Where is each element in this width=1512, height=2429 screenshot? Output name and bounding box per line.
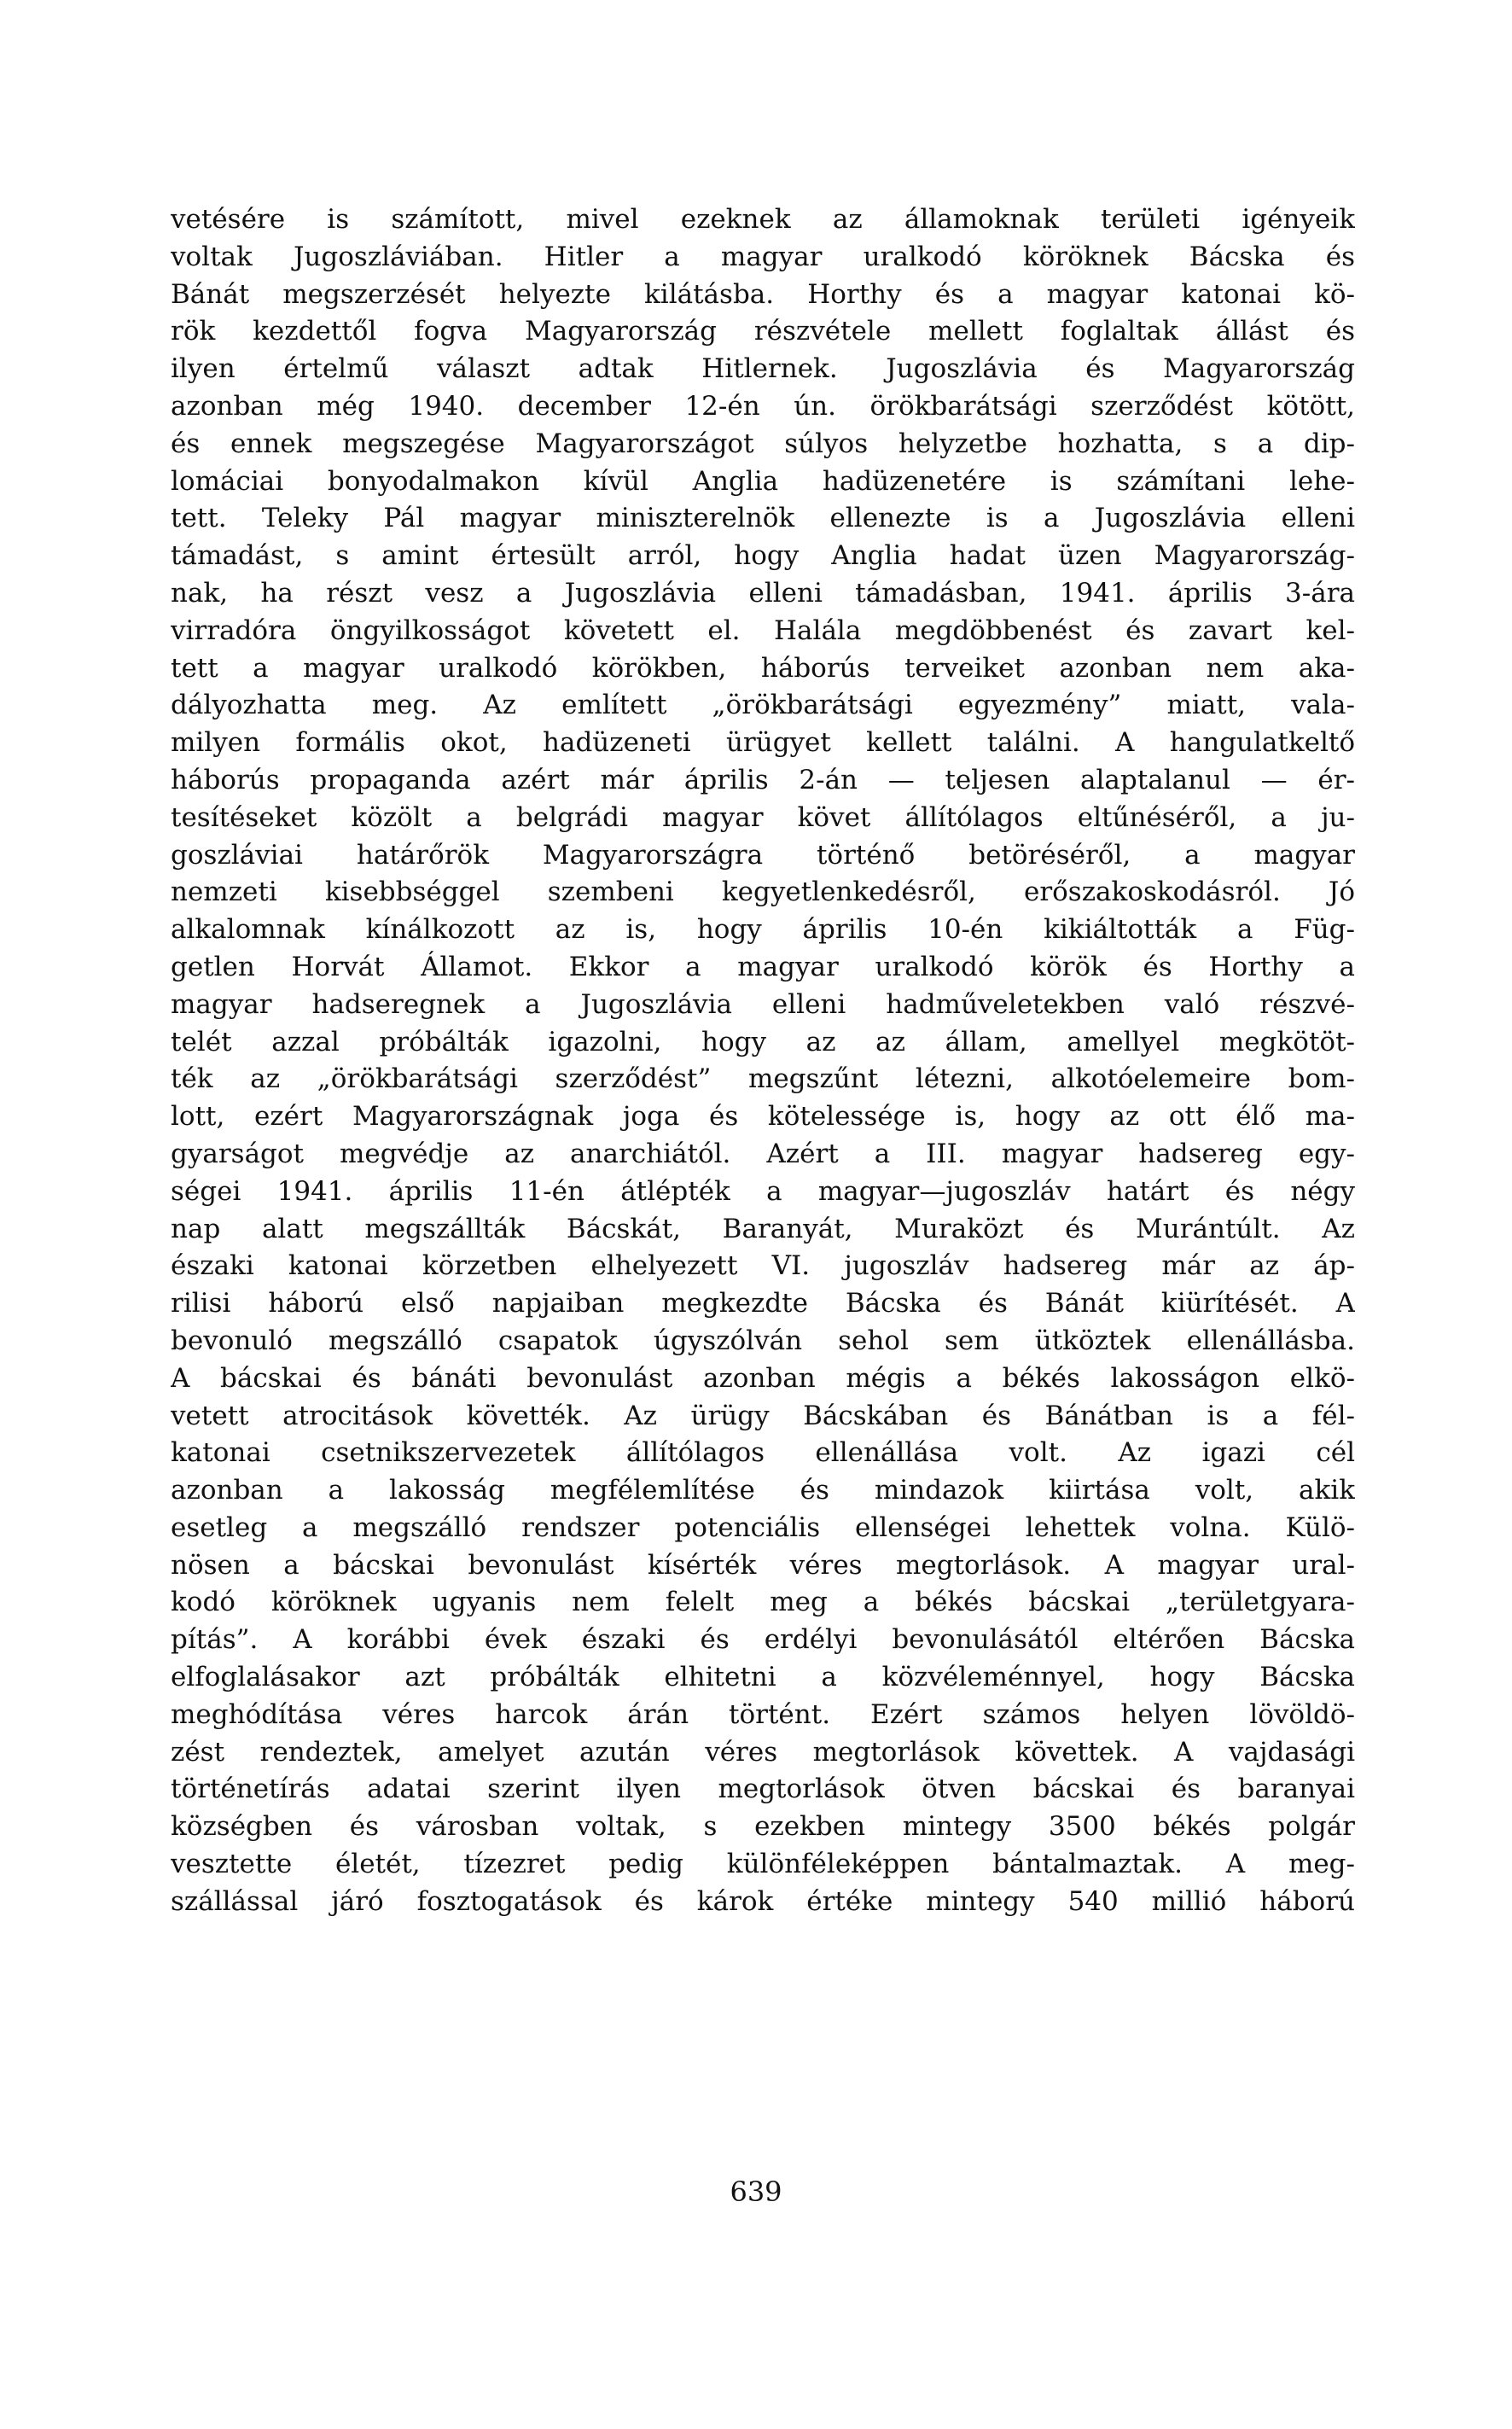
text-line: tett a magyar uralkodó körökben, háborús terveiket azonban nem aka-	[171, 652, 1355, 684]
text-line: vesztette életét, tízezret pedig különféleképpen bántalmaztak. A meg-	[171, 1849, 1355, 1880]
text-line: voltak Jugoszláviában. Hitler a magyar uralkodó köröknek Bácska és	[171, 241, 1355, 272]
text-line: vetett atrocitások követték. Az ürügy Bácskában és Bánátban is a fél-	[171, 1400, 1355, 1431]
text-line: tesítéseket közölt a belgrádi magyar követ állítólagos eltűnéséről, a ju-	[171, 801, 1355, 833]
text-line: goszláviai határőrök Magyarországra történő betöréséről, a magyar	[171, 839, 1355, 871]
text-line: bevonuló megszálló csapatok úgyszólván sehol sem ütköztek ellenállásba.	[171, 1325, 1355, 1356]
page-number: 639	[730, 2176, 782, 2208]
text-line: nap alatt megszállták Bácskát, Baranyát, Muraközt és Murántúlt. Az	[171, 1213, 1355, 1244]
text-line: esetleg a megszálló rendszer potenciális ellenségei lehettek volna. Külö-	[171, 1512, 1355, 1543]
text-line: getlen Horvát Államot. Ekkor a magyar uralkodó körök és Horthy a	[171, 951, 1355, 982]
text-line: háborús propaganda azért már április 2-án — teljesen alaptalanul — ér-	[171, 764, 1355, 795]
text-line: telét azzal próbálták igazolni, hogy az az állam, amellyel megkötöt-	[171, 1026, 1355, 1057]
text-line: pítás”. A korábbi évek északi és erdélyi bevonulásától eltérően Bácska	[171, 1624, 1355, 1656]
text-line: elfoglalásakor azt próbálták elhitetni a közvéleménnyel, hogy Bácska	[171, 1662, 1355, 1693]
text-line: rilisi háború első napjaiban megkezdte Bácska és Bánát kiürítését. A	[171, 1288, 1355, 1319]
text-line: ilyen értelmű választ adtak Hitlernek. Jugoszlávia és Magyarország	[171, 353, 1355, 385]
text-line: lomáciai bonyodalmakon kívül Anglia hadüzenetére is számítani lehe-	[171, 465, 1355, 497]
text-line: nösen a bácskai bevonulást kísérték véres megtorlások. A magyar ural-	[171, 1549, 1355, 1581]
text-line: kodó köröknek ugyanis nem felelt meg a békés bácskai „területgyara-	[171, 1587, 1355, 1618]
text-line: történetírás adatai szerint ilyen megtorlások ötven bácskai és baranyai	[171, 1774, 1355, 1805]
text-line: tett. Teleky Pál magyar miniszterelnök ellenezte is a Jugoszlávia elleni	[171, 503, 1355, 534]
text-line: támadást, s amint értesült arról, hogy Anglia hadat üzen Magyarország-	[171, 540, 1355, 572]
text-line: virradóra öngyilkosságot követett el. Halála megdöbbenést és zavart kel-	[171, 615, 1355, 646]
text-line: északi katonai körzetben elhelyezett VI. jugoszláv hadsereg már az áp-	[171, 1250, 1355, 1282]
text-line: gyarságot megvédje az anarchiától. Azért a III. magyar hadsereg egy-	[171, 1138, 1355, 1169]
text-line: Bánát megszerzését helyezte kilátásba. Horthy és a magyar katonai kö-	[171, 278, 1355, 310]
text-line: milyen formális okot, hadüzeneti ürügyet kellett találni. A hangulatkeltő	[171, 727, 1355, 759]
text-line: nemzeti kisebbséggel szembeni kegyetlenkedésről, erőszakoskodásról. Jó	[171, 877, 1355, 908]
text-line: katonai csetnikszervezetek állítólagos ellenállása volt. Az igazi cél	[171, 1437, 1355, 1469]
text-line-last: szállással járó fosztogatások és károk értéke mintegy 540 millió háború	[171, 1885, 1355, 1917]
text-line: és ennek megszegése Magyarországot súlyos helyzetbe hozhatta, s a dip-	[171, 428, 1355, 459]
text-line: alkalomnak kínálkozott az is, hogy április 10-én kikiáltották a Füg-	[171, 914, 1355, 946]
text-line: rök kezdettől fogva Magyarország részvétele mellett foglaltak állást és	[171, 316, 1355, 347]
text-line: vetésére is számított, mivel ezeknek az államoknak területi igényeik	[171, 204, 1355, 235]
text-line: ték az „örökbarátsági szerződést” megszűnt létezni, alkotóelemeire bom-	[171, 1063, 1355, 1095]
text-line: községben és városban voltak, s ezekben mintegy 3500 békés polgár	[171, 1811, 1355, 1843]
text-line: ségei 1941. április 11-én átlépték a magyar—jugoszláv határt és négy	[171, 1175, 1355, 1207]
text-line: zést rendeztek, amelyet azután véres megtorlások követtek. A vajdasági	[171, 1736, 1355, 1768]
text-line: lott, ezért Magyarországnak joga és kötelessége is, hogy az ott élő ma-	[171, 1101, 1355, 1133]
text-line: magyar hadseregnek a Jugoszlávia elleni hadműveletekben való részvé-	[171, 988, 1355, 1020]
body-text	[171, 201, 1355, 1921]
text-line: nak, ha részt vesz a Jugoszlávia elleni támadásban, 1941. április 3-ára	[171, 577, 1355, 609]
text-line: dályozhatta meg. Az említett „örökbarátsági egyezmény” miatt, vala-	[171, 690, 1355, 721]
text-line: meghódítása véres harcok árán történt. Ezért számos helyen lövöldö-	[171, 1698, 1355, 1730]
text-line: A bácskai és bánáti bevonulást azonban mégis a békés lakosságon elkö-	[171, 1362, 1355, 1394]
text-line: azonban a lakosság megfélemlítése és mindazok kiirtása volt, akik	[171, 1475, 1355, 1506]
text-line: azonban még 1940. december 12-én ún. örökbarátsági szerződést kötött,	[171, 390, 1355, 422]
